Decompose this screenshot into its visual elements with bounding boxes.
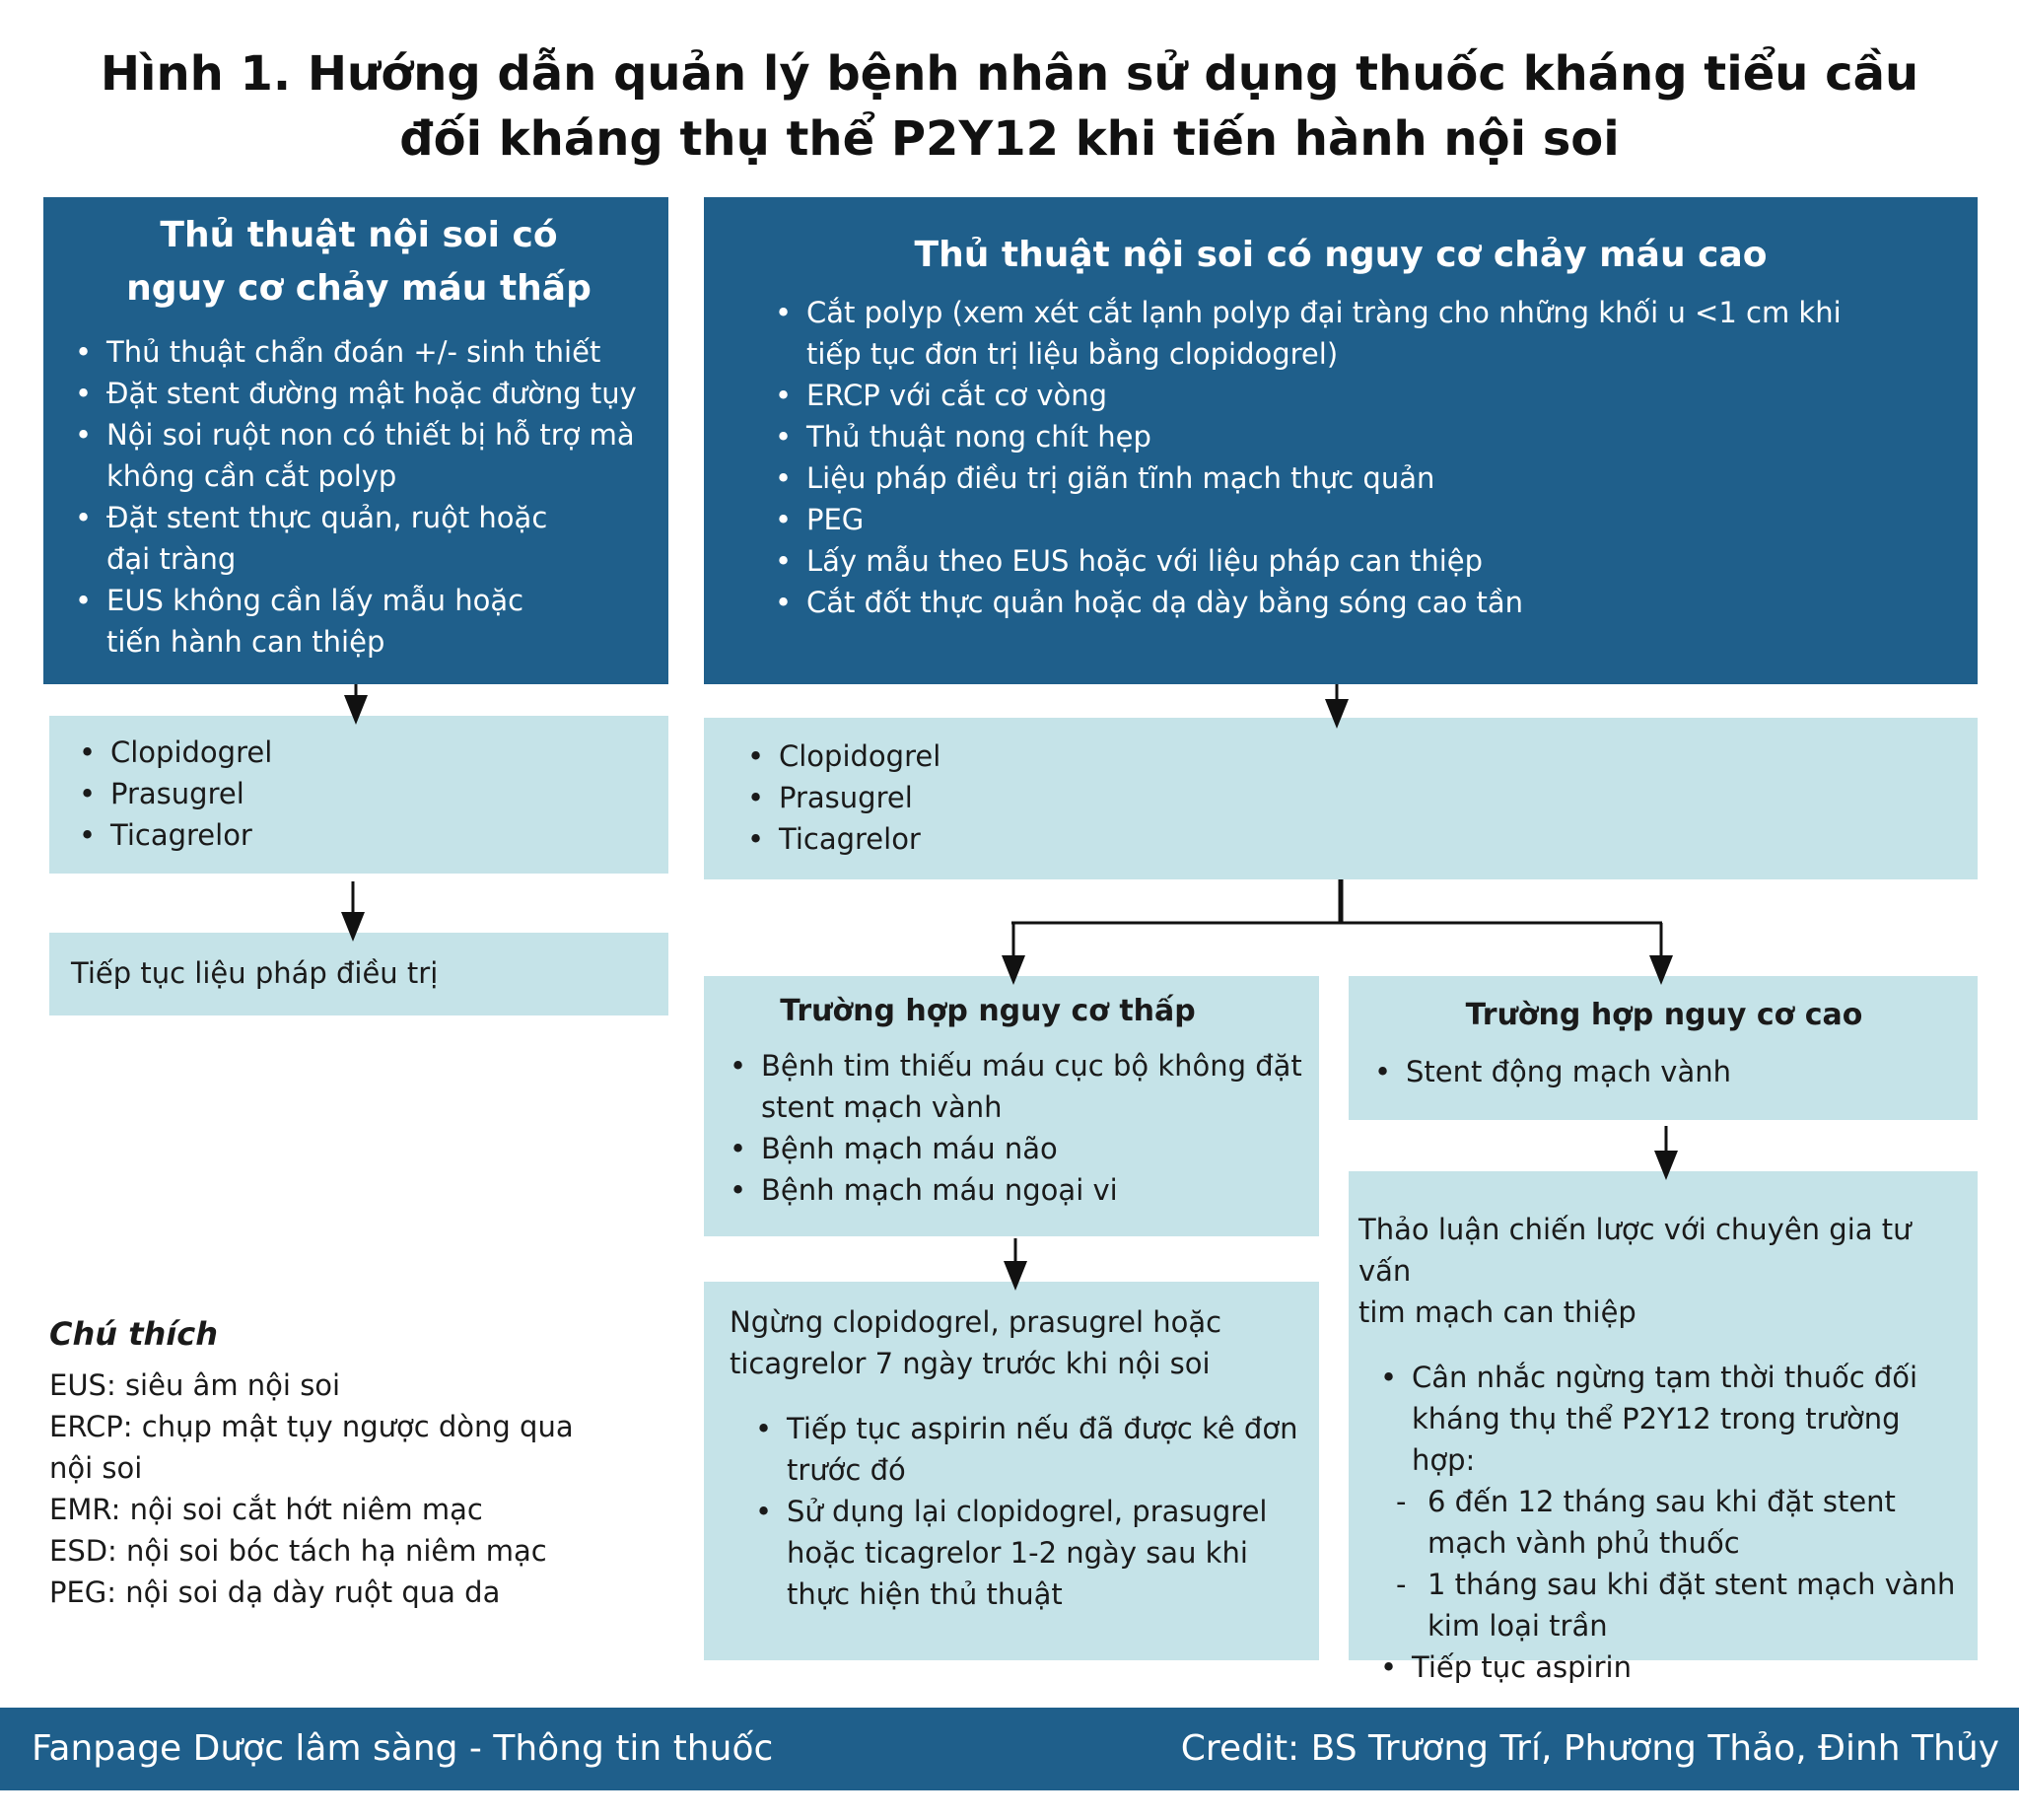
stop-drugs-item: • Sử dụng lại clopidogrel, prasugrel hoặc ticagrelor 1-2 ngày sau khi thực hiện thủ thuật	[747, 1491, 1303, 1615]
legend-line: PEG: nội soi dạ dày ruột qua da	[49, 1575, 501, 1609]
low-bleeding-risk-heading: Thủ thuật nội soi có nguy cơ chảy máu thấp	[126, 215, 592, 309]
low-bleeding-risk-item: • Đặt stent thực quản, ruột hoặc đại tràng	[67, 497, 651, 580]
drug-item: • Ticagrelor	[739, 818, 1958, 860]
stop-drugs-item: • Tiếp tục aspirin nếu đã được kê đơn trước đó	[747, 1408, 1303, 1491]
legend-line: EUS: siêu âm nội soi	[49, 1368, 341, 1402]
low-bleeding-risk-item: • Đặt stent đường mật hoặc đường tụy	[67, 373, 651, 414]
drug-item: • Clopidogrel	[739, 735, 1958, 777]
high-bleeding-risk-item: • Lấy mẫu theo EUS hoặc với liệu pháp can thiệp	[767, 540, 1958, 582]
footer-bar	[0, 1708, 2019, 1790]
low-bleeding-risk-item: • Thủ thuật chẩn đoán +/- sinh thiết	[67, 331, 651, 373]
drug-item: • Ticagrelor	[71, 814, 649, 856]
discuss-item-consider: • Cân nhắc ngừng tạm thời thuốc đối kháng thụ thể P2Y12 trong trường hợp: - 6 đến 12 tháng sau khi đặt stent mạch vành phủ thuốc - 1 tháng sau khi đặt stent mạch vành kim loại trần	[1372, 1357, 1972, 1646]
drug-item: • Prasugrel	[71, 773, 649, 814]
low-bleeding-risk-item: • EUS không cần lấy mẫu hoặc tiến hành can thiệp	[67, 580, 651, 663]
low-risk-case-item: • Bệnh tim thiếu máu cục bộ không đặt stent mạch vành	[722, 1045, 1303, 1128]
high-bleeding-risk-item: • Liệu pháp điều trị giãn tĩnh mạch thực quản	[767, 457, 1958, 499]
continue-therapy-text: Tiếp tục liệu pháp điều trị	[71, 956, 439, 990]
discuss-sub-item: - 1 tháng sau khi đặt stent mạch vành kim loại trần	[1388, 1564, 1972, 1646]
legend-line: nội soi	[49, 1451, 143, 1485]
footer-credit: Credit: BS Trương Trí, Phương Thảo, Đinh Thủy	[1180, 1728, 1999, 1769]
discuss-intro: Thảo luận chiến lược với chuyên gia tư vấn tim mạch can thiệp	[1358, 1213, 1912, 1329]
high-bleeding-risk-item: • ERCP với cắt cơ vòng	[767, 375, 1958, 416]
high-bleeding-risk-item: • PEG	[767, 499, 1958, 540]
high-risk-case-item: • Stent động mạch vành	[1366, 1051, 1962, 1092]
legend-line: ESD: nội soi bóc tách hạ niêm mạc	[49, 1534, 547, 1568]
legend-line: EMR: nội soi cắt hớt niêm mạc	[49, 1493, 483, 1526]
discuss-sub-item: - 6 đến 12 tháng sau khi đặt stent mạch vành phủ thuốc	[1388, 1481, 1972, 1564]
stop-drugs-intro: Ngừng clopidogrel, prasugrel hoặc ticagrelor 7 ngày trước khi nội soi	[730, 1305, 1222, 1380]
low-bleeding-risk-item: • Nội soi ruột non có thiết bị hỗ trợ mà không cần cắt polyp	[67, 414, 651, 497]
low-risk-case-heading: Trường hợp nguy cơ thấp	[780, 994, 1196, 1028]
low-risk-case-item: • Bệnh mạch máu ngoại vi	[722, 1169, 1303, 1211]
legend-heading: Chú thích	[49, 1315, 218, 1353]
drug-item: • Prasugrel	[739, 777, 1958, 818]
legend-line: ERCP: chụp mật tụy ngược dòng qua	[49, 1410, 574, 1443]
high-bleeding-risk-item: • Thủ thuật nong chít hẹp	[767, 416, 1958, 457]
discuss-item-aspirin: • Tiếp tục aspirin	[1372, 1646, 1972, 1688]
high-bleeding-risk-heading: Thủ thuật nội soi có nguy cơ chảy máu cao	[914, 235, 1768, 275]
low-risk-case-item: • Bệnh mạch máu não	[722, 1128, 1303, 1169]
high-risk-case-heading: Trường hợp nguy cơ cao	[1465, 998, 1863, 1032]
high-bleeding-risk-item: • Cắt polyp (xem xét cắt lạnh polyp đại tràng cho những khối u <1 cm khi tiếp tục đơn trị liệu bằng clopidogrel)	[767, 292, 1958, 375]
drug-item: • Clopidogrel	[71, 732, 649, 773]
high-bleeding-risk-item: • Cắt đốt thực quản hoặc dạ dày bằng sóng cao tần	[767, 582, 1958, 623]
footer-fanpage: Fanpage Dược lâm sàng - Thông tin thuốc	[32, 1728, 774, 1769]
figure-title-line-1: Hình 1. Hướng dẫn quản lý bệnh nhân sử dụng thuốc kháng tiểu cầu	[100, 46, 1919, 102]
figure-title-line-2: đối kháng thụ thể P2Y12 khi tiến hành nội soi	[399, 111, 1620, 167]
